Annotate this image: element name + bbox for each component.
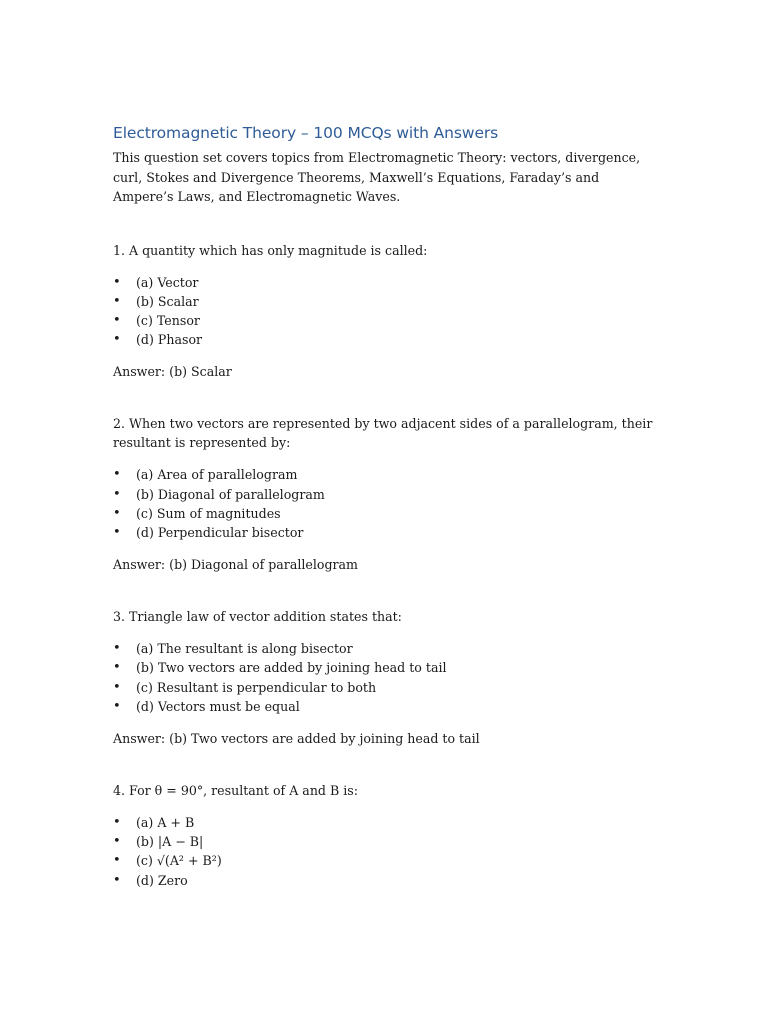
bullet-icon: • xyxy=(113,332,121,348)
option-item xyxy=(113,485,653,504)
options-list xyxy=(113,273,653,350)
option-item xyxy=(113,330,653,349)
option-text: (c) Sum of magnitudes xyxy=(136,505,281,521)
bullet-icon: • xyxy=(113,486,121,502)
option-text: (a) A + B xyxy=(136,814,195,830)
option-item xyxy=(113,523,653,542)
option-item xyxy=(113,292,653,311)
option-text: (d) Zero xyxy=(136,872,188,888)
option-text: (d) Perpendicular bisector xyxy=(136,524,304,540)
question-text: 4. For θ = 90°, resultant of A and B is: xyxy=(113,782,358,798)
option-item xyxy=(113,311,653,330)
answer-text: Answer: (b) Two vectors are added by joining head to tail xyxy=(113,730,480,746)
option-text: (b) Diagonal of parallelogram xyxy=(136,486,325,502)
bullet-icon: • xyxy=(113,853,121,869)
option-text: (a) The resultant is along bisector xyxy=(136,641,353,657)
option-text: (c) Resultant is perpendicular to both xyxy=(136,679,377,695)
bullet-icon: • xyxy=(113,274,121,290)
option-text: (b) Two vectors are added by joining head to tail xyxy=(136,660,447,676)
option-text: (a) Vector xyxy=(136,274,199,290)
bullet-icon: • xyxy=(113,679,121,695)
bullet-icon: • xyxy=(113,814,121,830)
option-text: (a) Area of parallelogram xyxy=(136,467,298,483)
option-item xyxy=(113,813,653,832)
document-page xyxy=(113,124,653,923)
bullet-icon: • xyxy=(113,641,121,657)
document-title: Electromagnetic Theory – 100 MCQs with Answers xyxy=(113,124,499,142)
option-text: (c) Tensor xyxy=(136,312,200,328)
option-text: (c) √(A² + B²) xyxy=(136,853,222,869)
question-text: 2. When two vectors are represented by two adjacent sides of a parallelogram, their resultant is represented by: xyxy=(113,416,653,451)
option-text: (b) |A − B| xyxy=(136,834,204,850)
option-item xyxy=(113,871,653,890)
question-1 xyxy=(113,241,653,382)
intro-paragraph: This question set covers topics from Electromagnetic Theory: vectors, divergence, curl, Stokes and Divergence Theorems, Maxwell’s Equations, Faraday’s and Ampere’s Laws, and Electromagnetic Waves. xyxy=(113,150,641,204)
question-text: 3. Triangle law of vector addition states that: xyxy=(113,609,402,625)
bullet-icon: • xyxy=(113,524,121,540)
answer-text: Answer: (b) Scalar xyxy=(113,364,232,380)
question-4 xyxy=(113,781,653,890)
bullet-icon: • xyxy=(113,872,121,888)
option-item xyxy=(113,639,653,658)
options-list xyxy=(113,465,653,542)
bullet-icon: • xyxy=(113,698,121,714)
option-text: (b) Scalar xyxy=(136,293,199,309)
option-item xyxy=(113,504,653,523)
option-item xyxy=(113,851,653,870)
option-text: (d) Vectors must be equal xyxy=(136,698,300,714)
bullet-icon: • xyxy=(113,467,121,483)
bullet-icon: • xyxy=(113,834,121,850)
option-item xyxy=(113,273,653,292)
bullet-icon: • xyxy=(113,660,121,676)
answer-text: Answer: (b) Diagonal of parallelogram xyxy=(113,557,358,573)
option-item xyxy=(113,465,653,484)
option-item xyxy=(113,697,653,716)
option-text: (d) Phasor xyxy=(136,332,203,348)
question-3 xyxy=(113,607,653,748)
bullet-icon: • xyxy=(113,293,121,309)
options-list xyxy=(113,639,653,716)
options-list xyxy=(113,813,653,890)
option-item xyxy=(113,678,653,697)
question-2 xyxy=(113,414,653,574)
bullet-icon: • xyxy=(113,505,121,521)
option-item xyxy=(113,658,653,677)
bullet-icon: • xyxy=(113,312,121,328)
question-text: 1. A quantity which has only magnitude is called: xyxy=(113,242,428,258)
option-item xyxy=(113,832,653,851)
